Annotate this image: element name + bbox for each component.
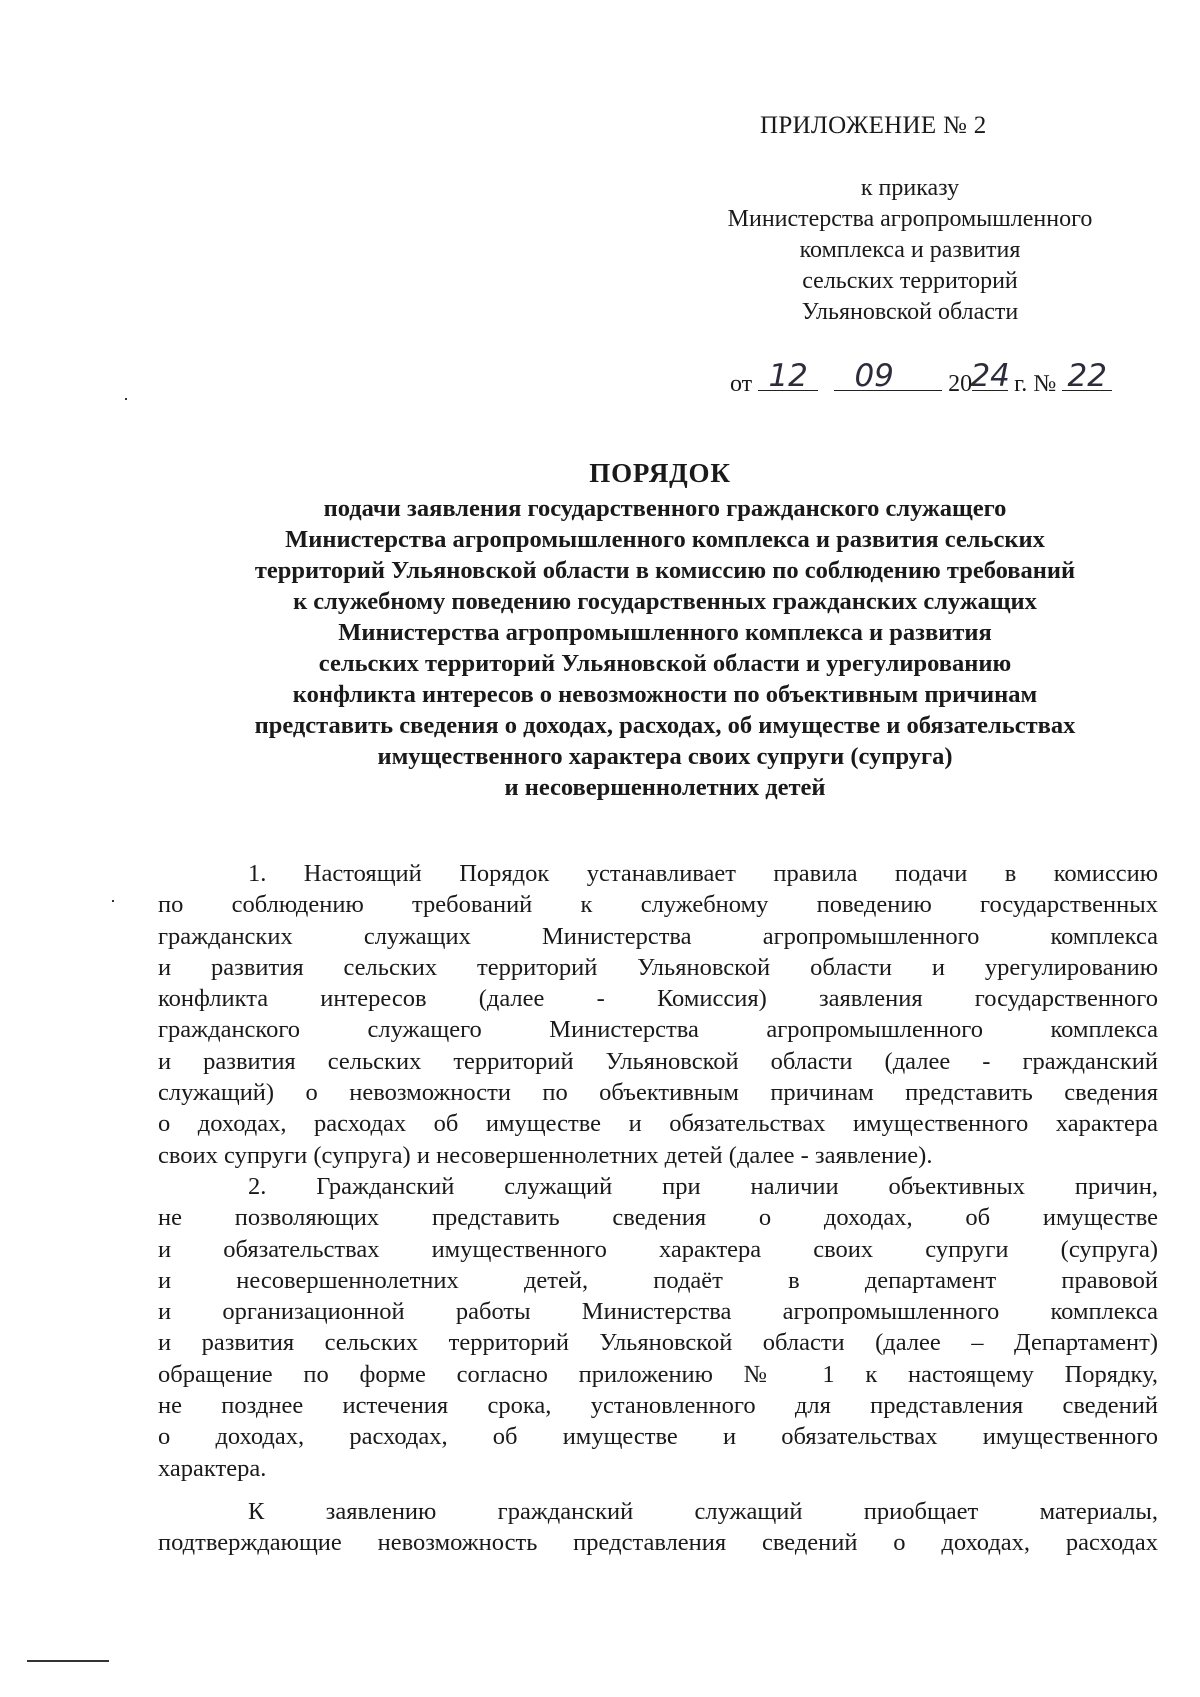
body-line: о доходах, расходах об имуществе и обязательствах имущественного характера [158,1110,1158,1138]
scan-artifact-line [27,1660,109,1662]
subtitle-line: подачи заявления государственного гражданского служащего [323,495,1007,522]
body-line: служащий) о невозможности по объективным причинам представить сведения [158,1079,1158,1107]
body-line: о доходах, расходах, об имуществе и обязательствах имущественного [158,1423,1158,1451]
date-prefix: от [730,371,753,397]
body-line: и организационной работы Министерства агропромышленного комплекса [158,1298,1158,1326]
order-reference [650,173,1170,328]
document-subtitle [150,493,1180,803]
subtitle-line: территорий Ульяновской области в комиссию по соблюдению требований [254,557,1076,584]
number-field [1062,358,1112,394]
subtitle-line: конфликта интересов о невозможности по объективным причинам [292,681,1038,708]
subtitle-line: имущественного характера своих супруги (супруга) [377,743,953,770]
year-field [970,358,1010,394]
body-line: обращение по форме согласно приложению № 1 к настоящему Порядку, [158,1360,1158,1388]
body-line: 1. Настоящий Порядок устанавливает правила подачи в комиссию [248,860,1158,887]
year-prefix: 20 [948,371,973,397]
body-line: и развития сельских территорий Ульяновской области и урегулированию [158,953,1158,981]
order-ref-line: к приказу [860,175,960,201]
body-line: конфликта интересов (далее - Комиссия) заявления государственного [158,985,1158,1013]
body-line: не позднее истечения срока, установленного для представления сведений [158,1392,1158,1420]
order-ref-line: комплекса и развития [799,237,1021,263]
subtitle-line: к служебному поведению государственных гражданских служащих [293,588,1037,615]
body-line: гражданского служащего Министерства агропромышленного комплекса [158,1016,1158,1044]
order-ref-line: Министерства агропромышленного [727,206,1093,232]
subtitle-line: Министерства агропромышленного комплекса и развития [338,619,992,646]
handwritten-number: 22 [1067,358,1107,394]
appendix-label: ПРИЛОЖЕНИЕ № 2 [760,112,987,139]
subtitle-line: представить сведения о доходах, расходах, об имуществе и обязательствах [254,712,1076,739]
body-line: гражданских служащих Министерства агропромышленного комплекса [158,922,1158,950]
scan-artifact-dot [125,398,127,400]
body-line: и обязательствах имущественного характера своих супруги (супруга) [158,1235,1158,1263]
subtitle-line: Министерства агропромышленного комплекса и развития сельских [285,526,1045,553]
order-ref-line: сельских территорий [802,268,1018,294]
year-unit: г. [1014,371,1028,397]
scan-artifact-dot [112,900,114,902]
body-line: и несовершеннолетних детей, подаёт в департамент правовой [158,1266,1158,1294]
document-title: ПОРЯДОК [589,458,731,488]
handwritten-day: 12 [768,358,808,394]
subtitle-line: сельских территорий Ульяновской области и урегулированию [318,650,1012,677]
number-label: № [1033,371,1057,397]
handwritten-month: 09 [854,358,894,394]
day-field [758,358,818,394]
body-line: и развития сельских территорий Ульяновской области (далее - гражданский [158,1047,1158,1075]
body-line: К заявлению гражданский служащий приобщает материалы, [248,1497,1158,1525]
body-line: и развития сельских территорий Ульяновской области (далее – Департамент) [158,1329,1158,1357]
order-date-line [730,360,1112,398]
body-line: характера. [158,1454,267,1482]
document-body [158,858,1158,1559]
body-line: своих супруги (супруга) и несовершеннолетних детей (далее - заявление). [158,1141,933,1169]
body-line: подтверждающие невозможность представления сведений о доходах, расходах [158,1529,1158,1557]
month-field [834,358,942,394]
handwritten-year: 24 [970,358,1010,394]
body-line: по соблюдению требований к служебному поведению государственных [158,891,1158,919]
order-ref-line: Ульяновской области [801,299,1019,325]
body-line: 2. Гражданский служащий при наличии объективных причин, [248,1172,1158,1200]
body-line: не позволяющих представить сведения о доходах, об имуществе [158,1204,1158,1232]
subtitle-line: и несовершеннолетних детей [504,774,826,801]
